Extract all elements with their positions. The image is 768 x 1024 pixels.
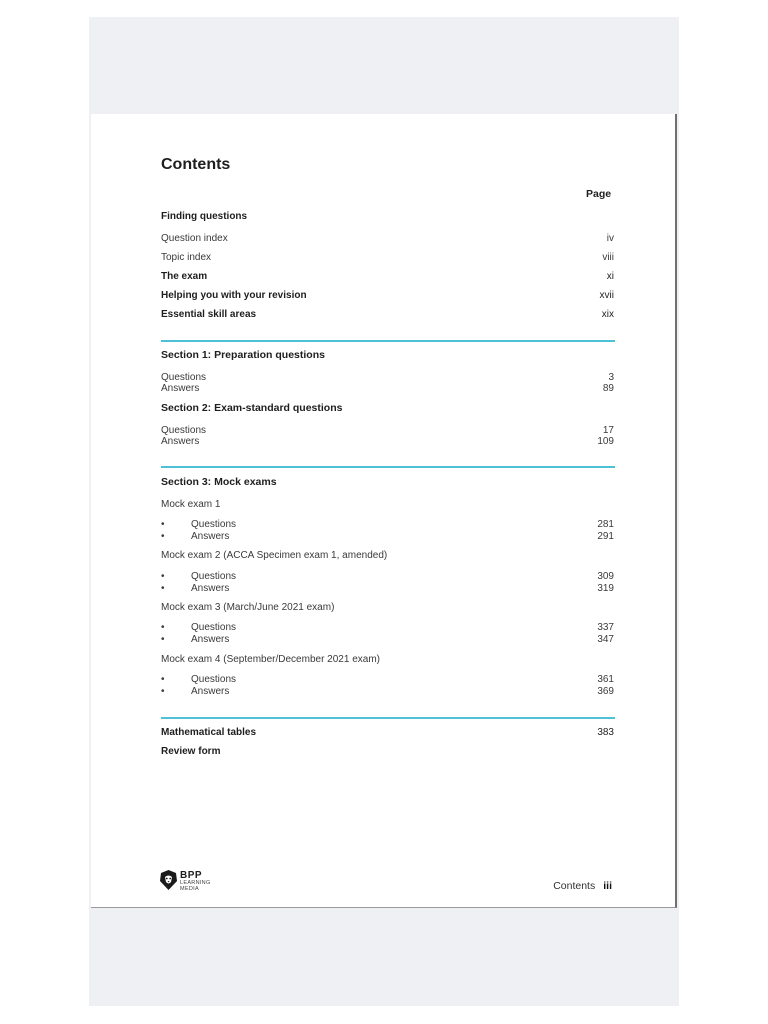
section-divider (161, 717, 615, 719)
toc-row: Questions 17 (161, 425, 614, 436)
section-1-heading: Section 1: Preparation questions (161, 349, 325, 361)
mock-exam-title: Mock exam 1 (161, 499, 221, 510)
page-column-header: Page (586, 188, 612, 200)
section-divider (161, 466, 615, 468)
toc-row: Answers 109 (161, 436, 614, 447)
mock-exam-title: Mock exam 3 (March/June 2021 exam) (161, 602, 335, 613)
toc-row: Questions 3 (161, 372, 614, 383)
toc-row: • Answers 319 (161, 583, 614, 594)
page-footer (553, 880, 612, 892)
toc-row: • Answers 369 (161, 686, 614, 697)
section-divider (161, 340, 615, 342)
toc-row: Question index iv (161, 233, 614, 244)
mock-exam-title: Mock exam 2 (ACCA Specimen exam 1, amended) (161, 550, 388, 561)
bpp-logo (159, 869, 219, 895)
document-page (91, 114, 677, 908)
section-3-heading: Section 3: Mock exams (161, 476, 277, 488)
footer-label: Contents (553, 880, 596, 892)
lion-head-icon (159, 869, 178, 891)
toc-row: • Questions 337 (161, 622, 614, 633)
toc-row: Answers 89 (161, 383, 614, 394)
toc-row: • Answers 291 (161, 531, 614, 542)
toc-row: • Questions 281 (161, 519, 614, 530)
logo-wordmark: BPP (180, 870, 203, 881)
toc-row: • Answers 347 (161, 634, 614, 645)
toc-row: The exam xi (161, 271, 614, 282)
mock-exam-title: Mock exam 4 (September/December 2021 exam) (161, 654, 380, 665)
section-2-heading: Section 2: Exam-standard questions (161, 402, 343, 414)
logo-subtitle: LEARNING MEDIA (180, 880, 211, 892)
toc-row: Topic index viii (161, 252, 614, 263)
toc-row: • Questions 361 (161, 674, 614, 685)
toc-row: Review form (161, 746, 221, 757)
toc-row: Helping you with your revision xvii (161, 290, 614, 301)
footer-page-number: iii (603, 880, 612, 892)
toc-row: Essential skill areas xix (161, 309, 614, 320)
toc-row: Mathematical tables 383 (161, 727, 614, 738)
finding-questions-heading: Finding questions (161, 211, 248, 222)
toc-row: • Questions 309 (161, 571, 614, 582)
page-title: Contents (161, 156, 231, 173)
